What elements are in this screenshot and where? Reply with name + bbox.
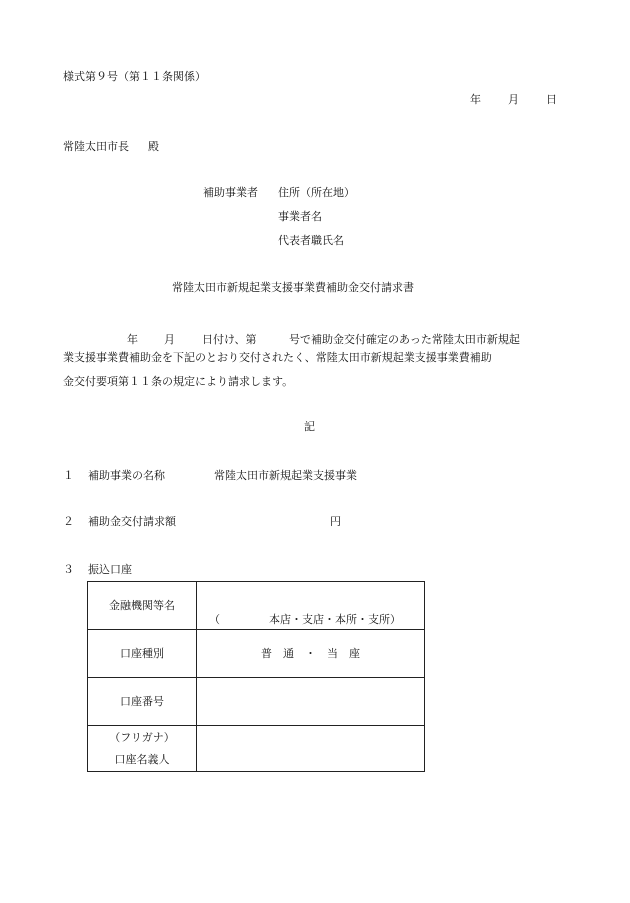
bank-branch-options: 本店・支店・本所・支所） [269, 613, 401, 626]
bank-row [88, 582, 425, 630]
bank-paren-open: （ [209, 613, 220, 626]
account-holder-row [88, 726, 425, 772]
body-year: 年 [127, 333, 138, 346]
body-number-ref: 号で補助金交付確定のあった常陸太田市新規起 [289, 333, 520, 346]
body-month: 月 [164, 333, 175, 346]
item-2-number: ２ [63, 515, 74, 528]
account-number-row [88, 678, 425, 726]
item-3-label: 振込口座 [88, 563, 132, 576]
bank-account-table [87, 581, 425, 772]
account-type-label: 口座種別 [88, 630, 197, 678]
document-title: 常陸太田市新規起業支援事業費補助金交付請求書 [172, 281, 414, 294]
holder-label: 口座名義人 [114, 752, 170, 766]
account-number-field[interactable] [197, 678, 425, 726]
item-3-number: ３ [63, 563, 74, 576]
item-2-label: 補助金交付請求額 [88, 515, 176, 528]
bank-name-field[interactable] [197, 582, 425, 630]
item-1-value: 常陸太田市新規起業支援事業 [214, 469, 357, 482]
addressee-name: 常陸太田市長 [63, 140, 129, 153]
item-1-number: １ [63, 469, 74, 482]
representative-label: 代表者職氏名 [278, 234, 344, 247]
account-holder-field[interactable] [197, 726, 425, 772]
bank-name-label: 金融機関等名 [88, 582, 197, 630]
account-number-label: 口座番号 [88, 678, 197, 726]
date-day: 日 [546, 93, 557, 106]
furigana-label: （フリガナ） [109, 730, 175, 744]
ki-heading: 記 [304, 420, 315, 433]
body-day-ref: 日付け、第 [202, 333, 257, 346]
item-2-yen: 円 [330, 515, 341, 528]
account-type-options[interactable]: 普 通 ・ 当 座 [197, 630, 425, 678]
addressee-honorific: 殿 [148, 140, 159, 153]
body-paragraph [63, 322, 557, 394]
body-line-2: 業支援事業費補助金を下記のとおり交付されたく、常陸太田市新規起業支援事業費補助 [63, 351, 492, 364]
account-holder-label [88, 726, 197, 772]
date-year: 年 [470, 93, 481, 106]
item-1-label: 補助事業の名称 [88, 469, 165, 482]
business-name-label: 事業者名 [278, 210, 322, 223]
account-type-row [88, 630, 425, 678]
address-label: 住所（所在地） [278, 186, 355, 199]
body-line-1 [63, 322, 557, 346]
date-month: 月 [508, 93, 519, 106]
applicant-label: 補助事業者 [203, 186, 258, 199]
body-line-3: 金交付要項第１１条の規定により請求します。 [63, 375, 294, 388]
form-number: 様式第９号（第１１条関係） [63, 70, 206, 83]
